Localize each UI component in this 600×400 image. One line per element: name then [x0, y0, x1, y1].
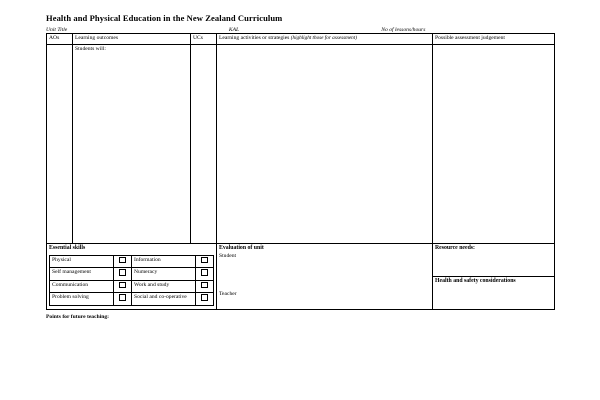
skill-label-problem-solving: Problem solving — [50, 293, 114, 305]
table-body-row — [47, 45, 555, 244]
skill-label-numeracy: Numeracy — [131, 268, 195, 280]
essential-skills-row — [50, 293, 214, 305]
checkbox-icon — [201, 294, 208, 301]
students-will-label: Students will: — [75, 46, 106, 53]
skill-label-social-co-operative: Social and co-operative — [131, 293, 195, 305]
checkbox-icon — [201, 282, 208, 289]
checkbox-icon — [201, 257, 208, 264]
header-learning-activities-note: (highlight those for assessment) — [290, 35, 357, 42]
resource-needs-row — [433, 244, 554, 277]
cell-learning-activities[interactable] — [217, 45, 433, 244]
essential-skills-row — [50, 255, 214, 267]
header-possible-assessment: Possible assessment judgement — [433, 34, 555, 45]
essential-skills-cell — [47, 244, 217, 310]
evaluation-title: Evaluation of unit — [219, 245, 264, 252]
kal-label: KAL — [228, 27, 240, 34]
cell-ucs[interactable] — [191, 45, 217, 244]
header-aos: AOs — [47, 34, 73, 45]
header-learning-activities-text: Learning activities or strategies — [219, 35, 290, 42]
skill-label-physical: Physical — [50, 255, 114, 267]
skill-checkbox-work-and-study[interactable] — [196, 280, 214, 292]
lessons-label: No of lessons/hours — [381, 27, 426, 34]
checkbox-icon — [119, 294, 126, 301]
skill-label-communication: Communication — [50, 280, 114, 292]
header-learning-activities — [217, 34, 433, 45]
page-title: Health and Physical Education in the New Zealand Curriculum — [46, 13, 283, 23]
checkbox-icon — [119, 269, 126, 276]
essential-skills-title: Essential skills — [49, 245, 86, 252]
checkbox-icon — [119, 257, 126, 264]
skill-checkbox-numeracy[interactable] — [196, 268, 214, 280]
essential-skills-row — [50, 280, 214, 292]
essential-skills-row — [50, 268, 214, 280]
health-safety-title: Health and safety considerations — [435, 278, 516, 285]
evaluation-student-space[interactable] — [219, 261, 430, 291]
checkbox-icon — [119, 282, 126, 289]
table-bottom-row — [47, 244, 555, 310]
skill-checkbox-physical[interactable] — [114, 255, 132, 267]
header-learning-outcomes: Learning outcomes — [73, 34, 191, 45]
resource-needs-cell[interactable] — [433, 244, 554, 277]
evaluation-teacher-label: Teacher — [219, 290, 237, 297]
points-for-future-teaching-label: Points for future teaching: — [46, 314, 110, 321]
meta-row — [46, 25, 554, 33]
health-safety-row — [433, 277, 554, 310]
skill-label-information: Information — [131, 255, 195, 267]
evaluation-cell[interactable] — [217, 244, 433, 310]
table-header-row — [47, 34, 555, 45]
resource-needs-title: Resource needs: — [435, 245, 475, 252]
right-column-table — [433, 244, 554, 309]
skill-checkbox-social-co-operative[interactable] — [196, 293, 214, 305]
skill-checkbox-self-management[interactable] — [114, 268, 132, 280]
checkbox-icon — [201, 269, 208, 276]
unit-title-label: Unit Title — [46, 27, 68, 34]
evaluation-student-label: Student — [219, 252, 237, 259]
skill-checkbox-information[interactable] — [196, 255, 214, 267]
essential-skills-table — [49, 255, 214, 306]
right-column-cell — [433, 244, 555, 310]
header-ucs: UCs — [191, 34, 217, 45]
cell-aos[interactable] — [47, 45, 73, 244]
skill-checkbox-communication[interactable] — [114, 280, 132, 292]
skill-label-work-and-study: Work and study — [131, 280, 195, 292]
cell-possible-assessment[interactable] — [433, 45, 555, 244]
skill-label-self-management: Self management — [50, 268, 114, 280]
unit-plan-table — [46, 33, 555, 310]
skill-checkbox-problem-solving[interactable] — [114, 293, 132, 305]
cell-learning-outcomes[interactable] — [73, 45, 191, 244]
health-safety-cell[interactable] — [433, 277, 554, 310]
